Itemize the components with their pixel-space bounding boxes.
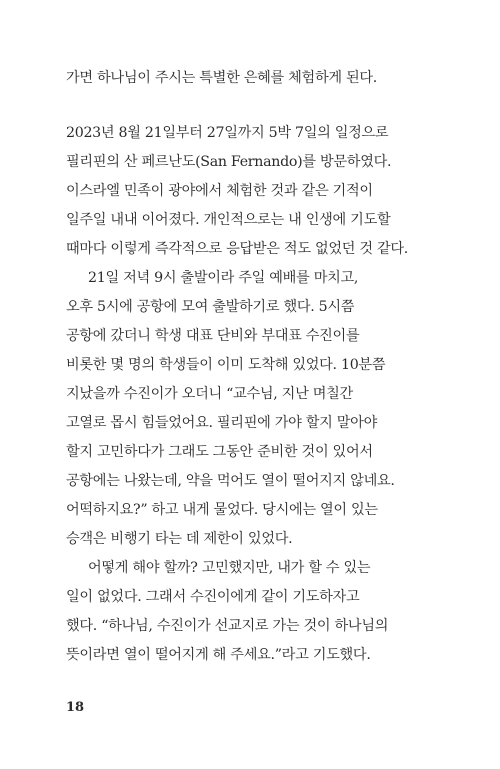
text-line: 했다. “하나님, 수진이가 선교지로 가는 것이 하나님의	[66, 618, 389, 634]
text-line: 필리핀의 산 페르난도(San Fernando)를 방문하였다.	[66, 154, 392, 170]
text-line: 공항에는 나왔는데, 약을 먹어도 열이 떨어지지 않네요.	[66, 473, 395, 489]
text-line: 일주일 내내 이어졌다. 개인적으로는 내 인생에 기도할	[66, 212, 391, 228]
top-paragraph	[66, 64, 436, 93]
text-line: 21일 저녁 9시 출발이라 주일 예배를 마치고,	[88, 270, 359, 286]
main-text	[66, 119, 436, 670]
page-number: 18	[66, 700, 85, 715]
text-line: 어떡하지요?” 하고 내게 물었다. 당시에는 열이 있는	[66, 502, 378, 518]
text-line: 오후 5시에 공항에 모여 출발하기로 했다. 5시쯤	[66, 299, 355, 315]
text-line: 할지 고민하다가 그래도 그동안 준비한 것이 있어서	[66, 444, 373, 460]
text-line: 이스라엘 민족이 광야에서 체험한 것과 같은 기적이	[66, 183, 373, 199]
text-line: 지났을까 수진이가 오더니 “교수님, 지난 며칠간	[66, 386, 353, 402]
text-line: 가면 하나님이 주시는 특별한 은혜를 체험하게 된다.	[66, 70, 377, 86]
text-line: 승객은 비행기 타는 데 제한이 있었다.	[66, 531, 293, 547]
text-line: 2023년 8월 21일부터 27일까지 5박 7일의 일정으로	[66, 125, 389, 141]
text-line: 어떻게 해야 할까? 고민했지만, 내가 할 수 있는	[88, 560, 371, 576]
text-line: 일이 없었다. 그래서 수진이에게 같이 기도하자고	[66, 589, 360, 605]
text-line: 뜻이라면 열이 떨어지게 해 주세요.”라고 기도했다.	[66, 647, 371, 663]
text-line: 때마다 이렇게 즉각적으로 응답받은 적도 없었던 것 같다.	[66, 241, 408, 257]
text-line: 비롯한 몇 명의 학생들이 이미 도착해 있었다. 10분쯤	[66, 357, 386, 373]
text-line: 고열로 몹시 힘들었어요. 필리핀에 가야 할지 말아야	[66, 415, 377, 431]
text-line: 공항에 갔더니 학생 대표 단비와 부대표 수진이를	[66, 328, 360, 344]
